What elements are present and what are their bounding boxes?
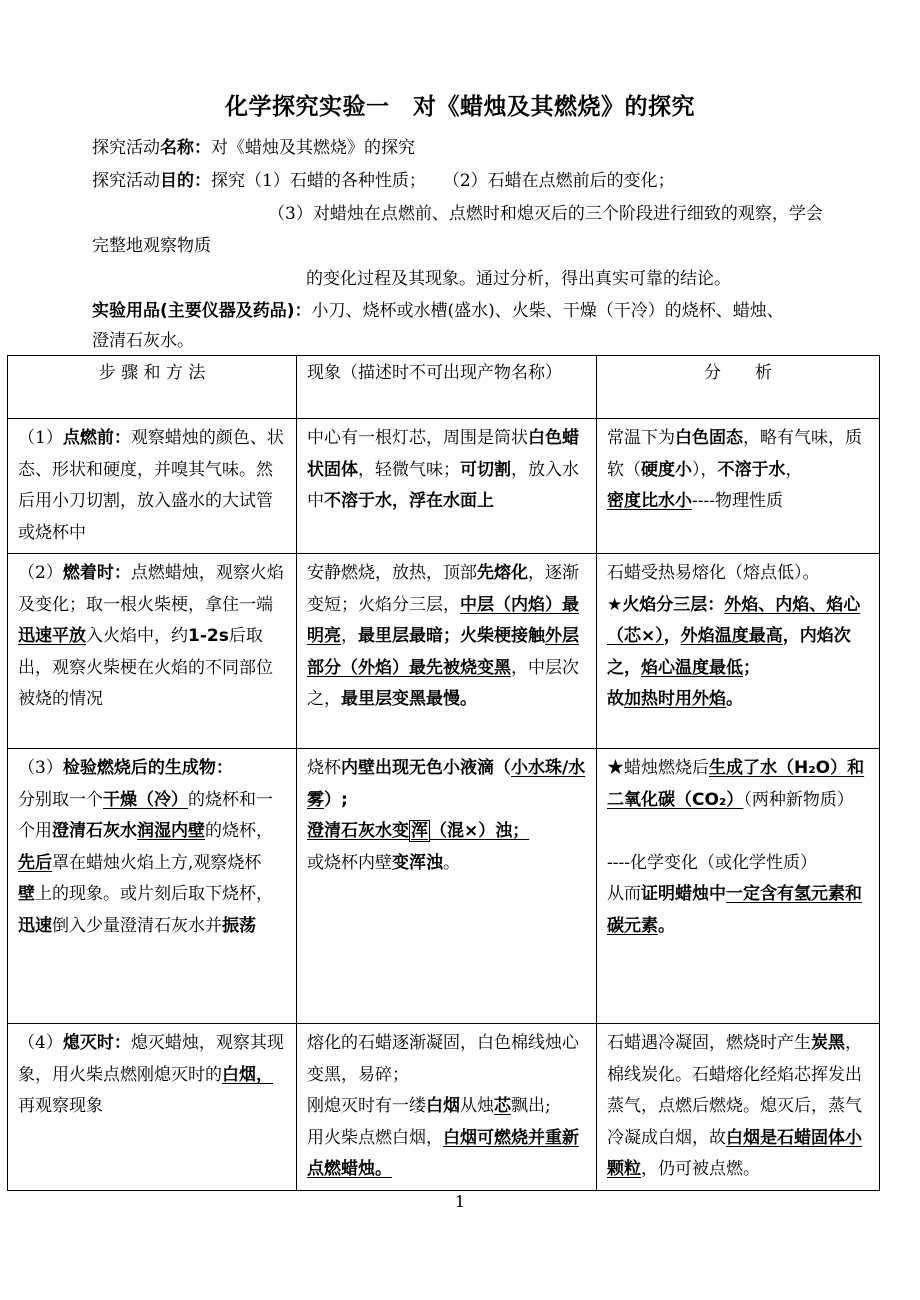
- purpose-prefix: 探究活动: [92, 171, 160, 191]
- row4-steps: （4）熄灭时：熄灭蜡烛，观察其现象，用火柴点燃刚熄灭时的白烟，再观察现象: [8, 1024, 297, 1191]
- purpose-line-4: 的变化过程及其现象。通过分析，得出真实可靠的结论。: [306, 269, 731, 289]
- row2-steps: （2）燃着时：点燃蜡烛，观察火焰及变化；取一根火柴梗，拿住一端迅速平放入火焰中，约1-2s后取出，观察火柴梗在火焰的不同部位被烧的情况: [8, 554, 297, 749]
- purpose-line-2: （3）对蜡烛在点燃前、点燃时和熄灭后的三个阶段进行细致的观察，学会: [268, 204, 823, 224]
- table-row: [8, 554, 880, 749]
- header-phenomena: 现象（描述时不可出现产物名称）: [297, 356, 597, 419]
- experiment-table: [7, 355, 880, 1191]
- materials-line: [92, 300, 784, 322]
- row4-phenomena: 熔化的石蜡逐渐凝固，白色棉线烛心变黑，易碎； 刚熄灭时有一缕白烟从烛芯飘出; 用火柴点燃白烟，白烟可燃烧并重新点燃蜡烛。: [297, 1024, 597, 1191]
- table-row: [8, 749, 880, 1024]
- row2-phenomena: 安静燃烧，放热，顶部先熔化，逐渐变短；火焰分三层，中层（内焰）最明亮，最里层最暗；火柴梗接触外层部分（外焰）最先被烧变黑，中层次之，最里层变黑最慢。: [297, 554, 597, 749]
- row3-phenomena: 烧杯内壁出现无色小液滴（小水珠/水雾）; 澄清石灰水变 浑 （混×）浊； 或烧杯内壁变浑浊。: [297, 749, 597, 1024]
- table-header-row: [8, 356, 880, 419]
- row3-steps: （3）检验燃烧后的生成物： 分别取一个干燥（冷）的烧杯和一 个用澄清石灰水润湿内壁的烧杯， 先后罩在蜡烛火焰上方,观察烧杯 壁上的现象。或片刻后取下烧杯， 迅速倒入少量澄清石灰水并振荡: [8, 749, 297, 1024]
- name-label: 名称：: [160, 138, 211, 158]
- table-row: [8, 1024, 880, 1191]
- row1-analysis: 常温下为白色固态，略有气味，质软（硬度小），不溶于水， 密度比水小----物理性质: [597, 419, 880, 554]
- row3-analysis: ★蜡烛燃烧后生成了水（H₂O）和二氧化碳（CO₂）（两种新物质） ----化学变化（或化学性质） 从而证明蜡烛中一定含有氢元素和碳元素。: [597, 749, 880, 1024]
- row1-steps: （1）点燃前：观察蜡烛的颜色、状态、形状和硬度，并嗅其气味。然后用小刀切割，放入盛水的大试管或烧杯中: [8, 419, 297, 554]
- activity-purpose-line: [92, 170, 675, 192]
- page-number: 1: [454, 1192, 466, 1211]
- materials-line-2: 澄清石灰水。: [92, 331, 194, 351]
- row2-analysis: 石蜡受热易熔化（熔点低）。 ★火焰分三层：外焰、内焰、焰心（芯×），外焰温度最高，内焰次之，焰心温度最低； 故加热时用外焰。: [597, 554, 880, 749]
- header-analysis: 分 析: [597, 356, 880, 419]
- purpose-line-3: 完整地观察物质: [92, 236, 211, 256]
- page-title: 化学探究实验一 对《蜡烛及其燃烧》的探究: [225, 94, 695, 120]
- purpose-text: 探究（1）石蜡的各种性质； （2）石蜡在点燃前后的变化；: [211, 171, 675, 191]
- purpose-label: 目的：: [160, 171, 211, 191]
- name-text: 对《蜡烛及其燃烧》的探究: [211, 138, 415, 158]
- activity-name-line: [92, 137, 415, 159]
- table-row: [8, 419, 880, 554]
- row1-phenomena: 中心有一根灯芯，周围是筒状白色蜡状固体，轻微气味；可切割，放入水中不溶于水，浮在水面上: [297, 419, 597, 554]
- row4-analysis: 石蜡遇冷凝固，燃烧时产生炭黑，棉线炭化。石蜡熔化经焰芯挥发出蒸气，点燃后燃烧。熄灭后，蒸气冷凝成白烟，故白烟是石蜡固体小颗粒，仍可被点燃。: [597, 1024, 880, 1191]
- header-steps: 步 骤 和 方 法: [8, 356, 297, 419]
- materials-label: 实验用品(主要仪器及药品)：: [92, 301, 312, 321]
- name-prefix: 探究活动: [92, 138, 160, 158]
- materials-text: 小刀、烧杯或水槽(盛水)、火柴、干燥（干冷）的烧杯、蜡烛、: [311, 301, 784, 321]
